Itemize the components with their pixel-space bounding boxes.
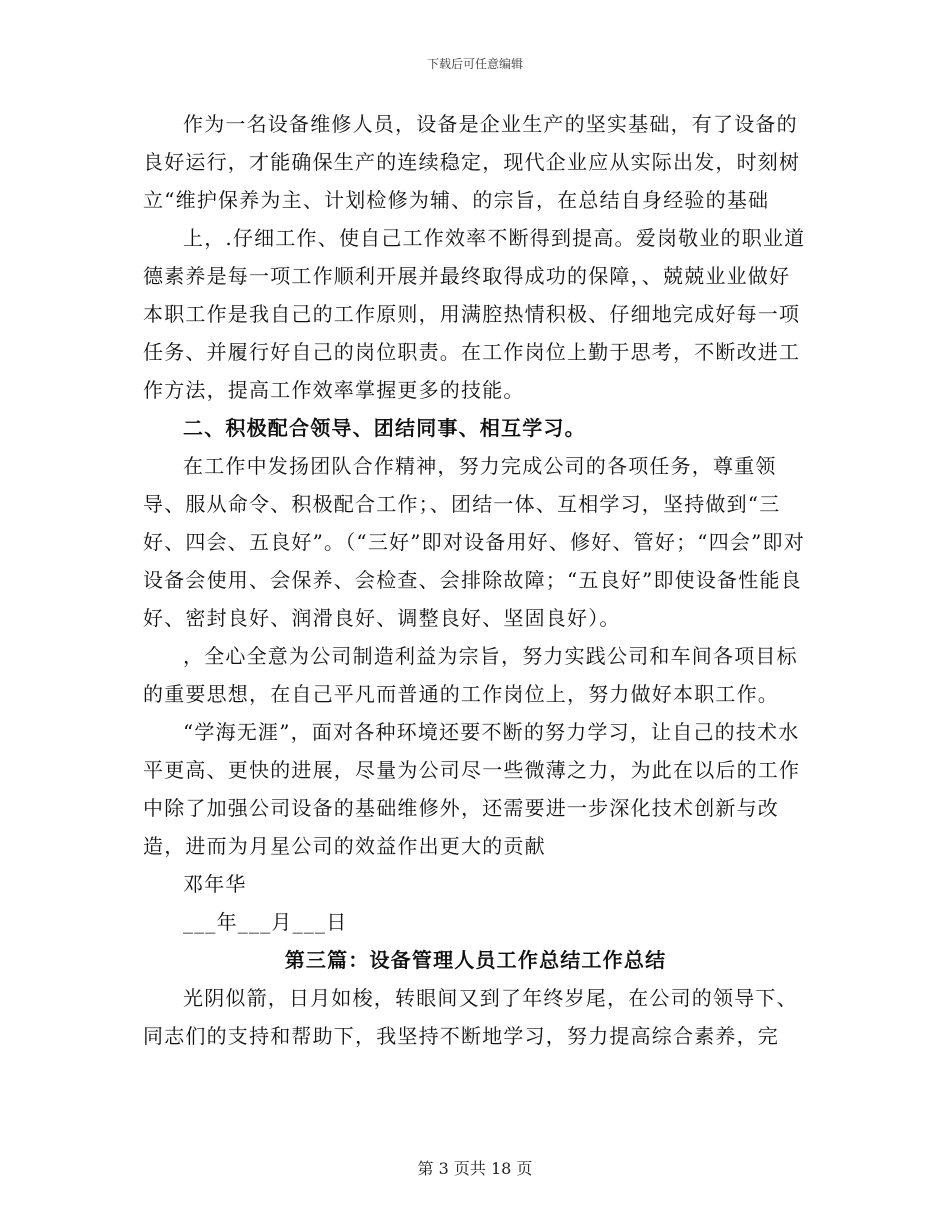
page-footer: 第 3 页共 18 页 — [417, 1159, 533, 1178]
paragraph-year-end: 光阴似箭，日月如梭，转眼间又到了年终岁尾，在公司的领导下、同志们的支持和帮助下，我坚持不断地学习，努力提高综合素养，完 — [143, 986, 798, 1048]
paragraph-work-attitude: 上，.仔细工作、使自己工作效率不断得到提高。爱岗敬业的职业道德素养是每一项工作顺利开展并最终取得成功的保障，、兢兢业业做好本职工作是我自己的工作原则，用满腔热情积极、仔细地完成好每一项任务、并履行好自己的岗位职责。在工作岗位上勤于思考，不断改进工作方法，提高工作效率掌握更多的技能。 — [143, 226, 806, 402]
paragraph-intro: 作为一名设备维修人员，设备是企业生产的坚实基础，有了设备的良好运行，才能确保生产的连续稳定，现代企业应从实际出发，时刻树立“维护保养为主、计划检修为辅、的宗旨，在总结自身经验的基础 — [143, 112, 801, 212]
page-header: 下载后可任意编辑 — [426, 57, 523, 71]
document-body — [143, 105, 808, 1055]
section-title-part-three: 第三篇：设备管理人员工作总结工作总结 — [284, 948, 667, 972]
paragraph-teamwork: 在工作中发扬团队合作精神，努力完成公司的各项任务，尊重领导、服从命令、积极配合工作；、团结一体、互相学习，坚持做到“三好、四会、五良好”。（“三好”即对设备用好、修好、管好；“四会”即对设备会使用、会保养、会检查、会排除故障；“五良好”即使设备性能良好、密封良好、润滑良好、调整良好、坚固良好）。 — [143, 454, 805, 630]
section-heading-cooperation: 二、积极配合领导、团结同事、相互学习。 — [183, 416, 586, 440]
paragraph-learning: “学海无涯”，面对各种环境还要不断的努力学习，让自己的技术水平更高、更快的进展，尽量为公司尽一些微薄之力，为此在以后的工作中除了加强公司设备的基础维修外，还需要进一步深化技术创新与改造，进而为月星公司的效益作出更大的贡献 — [143, 720, 801, 858]
paragraph-company-interest: ，全心全意为公司制造利益为宗旨，努力实践公司和车间各项目标的重要思想，在自己平凡而普通的工作岗位上，努力做好本职工作。 — [143, 644, 798, 706]
signature-name: 邓年华 — [183, 872, 247, 896]
signature-date: ___年___月___日 — [183, 910, 348, 934]
